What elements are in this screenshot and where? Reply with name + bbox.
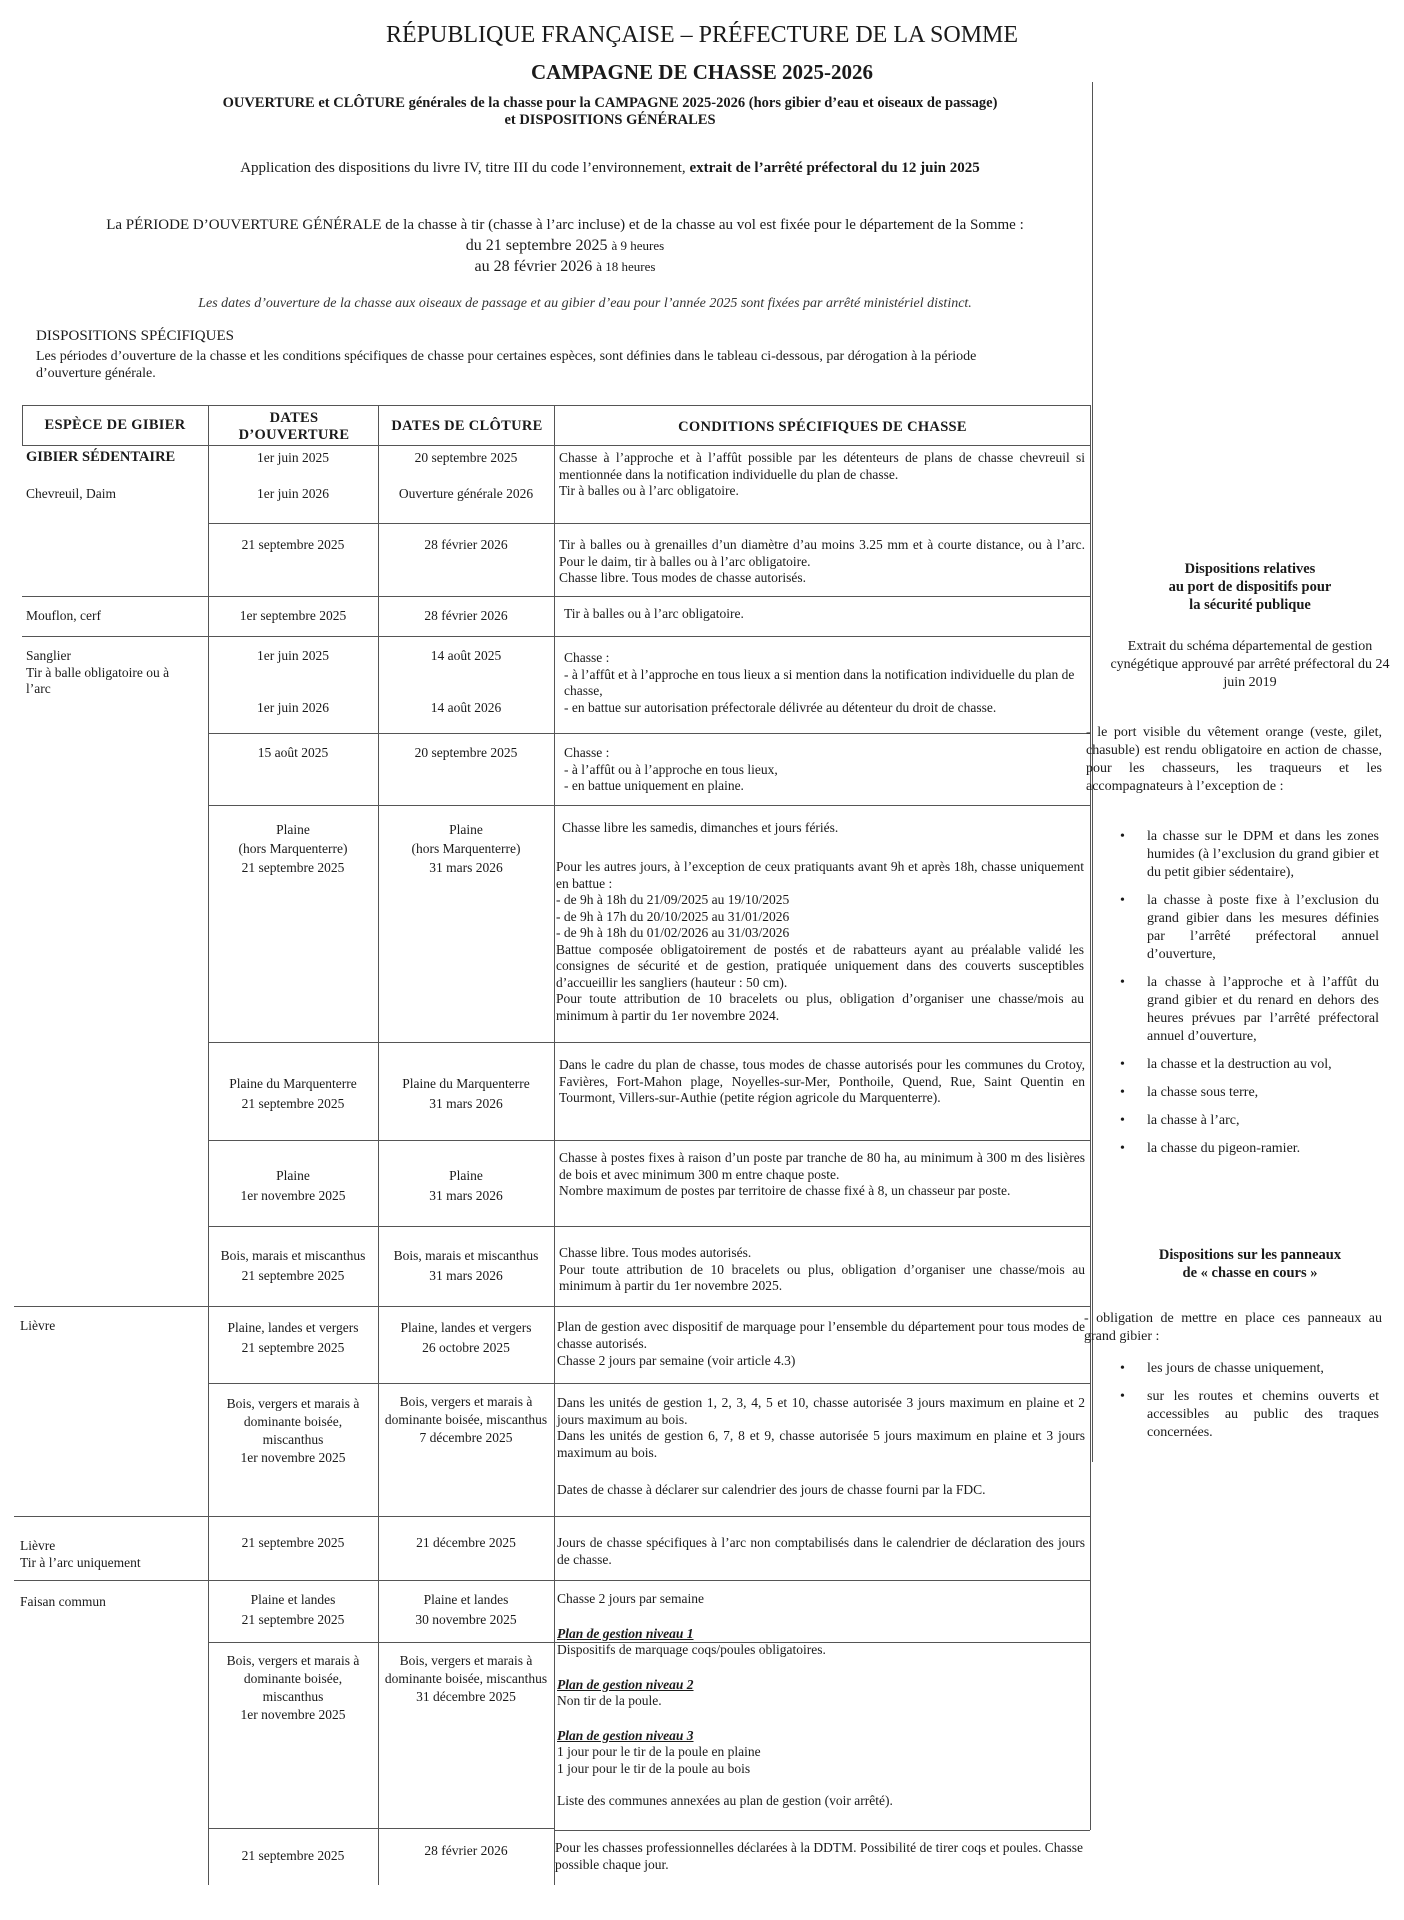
r12-conditions: Jours de chasse spécifiques à l’arc non comptabilisés dans le calendrier de déclaration des jours de chasse. (557, 1535, 1085, 1567)
r5-open: 15 août 2025 (257, 745, 329, 760)
bullet-icon: • (1120, 829, 1125, 844)
species-gibier-sedentaire: GIBIER SÉDENTAIRE (26, 449, 176, 465)
col-divider-2 (378, 405, 379, 1885)
row-line (14, 1306, 1090, 1307)
header-subtitle-line2: et DISPOSITIONS GÉNÉRALES (504, 112, 716, 128)
r13-conditions-intro: Chasse 2 jours par semaine (557, 1591, 704, 1606)
r13-close: Plaine et landes 30 novembre 2025 (415, 1592, 517, 1627)
r5-close: 20 septembre 2025 (414, 745, 518, 760)
sidebar-panels-item: • les jours de chasse uniquement, (1120, 1361, 1324, 1376)
r7-close: Plaine du Marquenterre 31 mars 2026 (402, 1076, 530, 1111)
r3-conditions: Tir à balles ou à l’arc obligatoire. (564, 606, 744, 621)
pg3-text: 1 jour pour le tir de la poule en plaine 1 jour pour le tir de la poule au bois (557, 1744, 761, 1776)
row-line (208, 523, 1090, 524)
sidebar-security-item: • la chasse et la destruction au vol, (1120, 1057, 1332, 1072)
period-from-date: du 21 septembre 2025 (465, 237, 608, 254)
application-line (100, 160, 1120, 177)
sidebar-security-extract: Extrait du schéma départemental de gestion cynégétique approuvé par arrêté préfectoral du 24 juin 2019 (1110, 639, 1390, 690)
period-dates (0, 235, 1130, 277)
sidebar-panels-intro: - obligation de mettre en place ces panneaux au grand gibier : (1084, 1311, 1382, 1344)
pg2-title: Plan de gestion niveau 2 (557, 1676, 694, 1692)
row-line (208, 1383, 1090, 1384)
r11-open: Bois, vergers et marais à dominante boisée, miscanthus 1er novembre 2025 (226, 1396, 360, 1465)
r14-close: Bois, vergers et marais à dominante boisée, miscanthus 31 décembre 2025 (384, 1653, 548, 1704)
r10-close: Plaine, landes et vergers 26 octobre 2025 (400, 1320, 532, 1355)
r4-open-a: 1er juin 2025 (257, 648, 329, 663)
row-line (208, 1226, 1090, 1227)
species-mouflon: Mouflon, cerf (26, 608, 101, 623)
sidebar-security-title: Dispositions relatives au port de dispositifs pour la sécurité publique (1168, 561, 1332, 613)
species-chevreuil: Chevreuil, Daim (26, 486, 116, 501)
period-intro: La PÉRIODE D’OUVERTURE GÉNÉRALE de la chasse à tir (chasse à l’arc incluse) et de la chasse au vol est fixée pour le département de la Somme : (106, 217, 1024, 233)
r9-open: Bois, marais et miscanthus 21 septembre 2025 (220, 1248, 366, 1283)
row-line (208, 1140, 1090, 1141)
r4-close-b: 14 août 2026 (430, 700, 502, 715)
r6-conditions-a: Chasse libre les samedis, dimanches et jours fériés. (562, 820, 839, 835)
species-sanglier: Sanglier Tir à balle obligatoire ou à l’arc (26, 648, 170, 696)
bullet-icon: • (1120, 1085, 1125, 1100)
specific-text: Les périodes d’ouverture de la chasse et les conditions spécifiques de chasse pour certaines espèces, sont définies dans le tableau ci-dessous, par dérogation à la période d’ouverture générale. (36, 349, 977, 381)
row-line (14, 1516, 1090, 1517)
col-divider-3 (554, 405, 555, 1885)
sidebar-panels-item: • sur les routes et chemins ouverts et accessibles au public des traques concernées. (1120, 1389, 1379, 1440)
sidebar-security-item: • la chasse sous terre, (1120, 1085, 1259, 1100)
period-to-date: au 28 février 2026 (474, 258, 593, 275)
row-line (208, 1042, 1090, 1043)
r12-close: 21 décembre 2025 (416, 1535, 516, 1550)
r11-close: Bois, vergers et marais à dominante boisée, miscanthus 7 décembre 2025 (384, 1394, 548, 1445)
table-header-border (22, 445, 1090, 446)
row-line (208, 1828, 554, 1829)
r8-close: Plaine 31 mars 2026 (429, 1168, 503, 1203)
row-line (22, 636, 1090, 637)
r10-open: Plaine, landes et vergers 21 septembre 2025 (227, 1320, 359, 1355)
r8-open: Plaine 1er novembre 2025 (240, 1168, 346, 1203)
r15-close: 28 février 2026 (424, 1843, 508, 1858)
r6-open: Plaine (hors Marquenterre) 21 septembre 2025 (238, 822, 348, 875)
species-faisan: Faisan commun (20, 1594, 106, 1609)
header-subtitle-line1: OUVERTURE et CLÔTURE générales de la chasse pour la CAMPAGNE 2025-2026 (hors gibier d’eau et oiseaux de passage) (222, 95, 998, 111)
bullet-icon: • (1120, 1113, 1125, 1128)
period-to-time: à 18 heures (596, 259, 656, 274)
bullet-icon: • (1120, 1361, 1125, 1376)
header-republic: RÉPUBLIQUE FRANÇAISE – PRÉFECTURE DE LA SOMME (385, 22, 1019, 48)
bullet-icon: • (1120, 893, 1125, 908)
pg3-title: Plan de gestion niveau 3 (557, 1727, 694, 1743)
row-line (208, 805, 1090, 806)
r11-conditions-a: Dans les unités de gestion 1, 2, 3, 4, 5 et 10, chasse autorisée 3 jours maximum en plaine et 2 jours maximum au bois. Dans les unités de gestion 6, 7, 8 et 9, chasse autorisée 5 jours maximum en plaine et 3 jours maximum au bois. (557, 1395, 1085, 1460)
r13-open: Plaine et landes 21 septembre 2025 (241, 1592, 345, 1627)
sidebar-security-item: • la chasse à poste fixe à l’exclusion du grand gibier dans les mesures définies par l’arrêté préfectoral annuel d’ouverture, (1120, 893, 1379, 962)
bullet-icon: • (1120, 1141, 1125, 1156)
sidebar-security-item: • la chasse à l’approche et à l’affût du grand gibier et du renard en dehors des heures prévues par l’arrêté préfectoral annuel d’ouverture, (1120, 975, 1379, 1044)
period-from-time: à 9 heures (611, 238, 665, 253)
r13-conditions (557, 1591, 1085, 1810)
r2-open: 21 septembre 2025 (241, 537, 345, 552)
sidebar-security-intro: - le port visible du vêtement orange (veste, gilet, chasuble) est rendu obligatoire en action de chasse, pour les chasseurs, les traqueurs et les accompagnateurs à l’exception de : (1086, 725, 1382, 794)
table-right-border (1090, 405, 1091, 1830)
r10-conditions: Plan de gestion avec dispositif de marquage pour l’ensemble du département pour tous modes de chasse autorisés. Chasse 2 jours par semaine (voir article 4.3) (557, 1319, 1085, 1368)
sidebar-panels-list (1120, 1360, 1379, 1452)
r12-open: 21 septembre 2025 (241, 1535, 345, 1550)
bullet-icon: • (1120, 1389, 1125, 1404)
pg1-text: Dispositifs de marquage coqs/poules obligatoires. (557, 1642, 826, 1657)
r8-conditions: Chasse à postes fixes à raison d’un poste par tranche de 80 ha, au minimum à 300 m des lisières de bois et avec minimum 300 m entre chaque poste. Nombre maximum de postes par territoire de chasse fixé à 8, un chasseur par poste. (559, 1150, 1085, 1198)
period-note: Les dates d’ouverture de la chasse aux oiseaux de passage et au gibier d’eau pour l’année 2025 sont fixées par arrêté ministériel distinct. (198, 296, 972, 311)
sidebar-security-item: • la chasse à l’arc, (1120, 1113, 1240, 1128)
r7-open: Plaine du Marquenterre 21 septembre 2025 (229, 1076, 357, 1111)
r3-close: 28 février 2026 (424, 608, 508, 623)
r2-close: 28 février 2026 (424, 537, 508, 552)
application-prefix: Application des dispositions du livre IV, titre III du code l’environnement, (240, 160, 690, 176)
header-campaign: CAMPAGNE DE CHASSE 2025-2026 (530, 60, 874, 84)
r9-close: Bois, marais et miscanthus 31 mars 2026 (393, 1248, 539, 1283)
sidebar-security-list (1120, 828, 1379, 1168)
r1-open-b: 1er juin 2026 (257, 486, 329, 501)
r9-conditions: Chasse libre. Tous modes autorisés. Pour toute attribution de 10 bracelets ou plus, obligation d’organiser une chasse/mois au minimum à partir du 1er novembre 2025. (559, 1245, 1085, 1293)
bullet-icon: • (1120, 1057, 1125, 1072)
pg1-title: Plan de gestion niveau 1 (557, 1625, 694, 1641)
r2-conditions: Tir à balles ou à grenailles d’un diamètre d’au moins 3.25 mm et à courte distance, ou à l’arc. Pour le daim, tir à balles ou à l’arc obligatoire. Chasse libre. Tous modes de chasse autorisés. (559, 537, 1085, 585)
r6-close: Plaine (hors Marquenterre) 31 mars 2026 (411, 822, 521, 875)
header-ouverture: DATES D’OUVERTURE (238, 410, 350, 443)
r1-open-a: 1er juin 2025 (257, 450, 329, 465)
header-conditions: CONDITIONS SPÉCIFIQUES DE CHASSE (678, 419, 967, 435)
species-lievre-arc: Lièvre Tir à l’arc uniquement (20, 1538, 141, 1570)
specific-title: DISPOSITIONS SPÉCIFIQUES (36, 328, 234, 344)
r6-conditions-b: Pour les autres jours, à l’exception de ceux pratiquants avant 9h et après 18h, chasse uniquement en battue : - de 9h à 18h du 21/09/2025 au 19/10/2025 - de 9h à 17h du 20/10/2025 au 31/01/2026 - de 9h à 18h du 01/02/2026 au 31/03/2026 Battue composée obligatoirement de postés et de rabatteurs ayant au préalable validé les consignes de sécurité et de gestion, pratiquée uniquement dans des couverts susceptibles d’accueillir les sangliers (hauteur : 50 cm). Pour toute attribution de 10 bracelets ou plus, obligation d’organiser une chasse/mois au minimum à partir du 1er novembre 2024. (556, 859, 1084, 1023)
row-line (14, 1580, 1090, 1581)
table-top-border (22, 405, 1090, 406)
r4-conditions: Chasse : - à l’affût et à l’approche en tous lieux a si mention dans la notification individuelle du plan de chasse, - en battue sur autorisation préfectorale délivrée au détenteur du droit de chasse. (564, 650, 1075, 715)
sidebar-security-item: • la chasse sur le DPM et dans les zones humides (à l’exclusion du grand gibier et du petit gibier sédentaire), (1120, 829, 1379, 880)
application-bold: extrait de l’arrêté préfectoral du 12 juin 2025 (689, 160, 980, 176)
r4-open-b: 1er juin 2026 (257, 700, 329, 715)
r1-close-a: 20 septembre 2025 (414, 450, 518, 465)
row-line (22, 596, 1090, 597)
r15-open: 21 septembre 2025 (241, 1848, 345, 1863)
row-line (554, 1830, 1090, 1831)
header-cloture: DATES DE CLÔTURE (391, 418, 543, 434)
r15-conditions: Pour les chasses professionnelles déclarées à la DDTM. Possibilité de tirer coqs et poules. Chasse possible chaque jour. (555, 1840, 1083, 1872)
sidebar-security-item: • la chasse du pigeon-ramier. (1120, 1141, 1301, 1156)
sidebar-panels-title: Dispositions sur les panneaux de « chasse en cours » (1158, 1247, 1342, 1281)
pg-list: Liste des communes annexées au plan de gestion (voir arrêté). (557, 1793, 893, 1808)
r4-close-a: 14 août 2025 (430, 648, 502, 663)
pg2-text: Non tir de la poule. (557, 1693, 662, 1708)
header-subtitle (110, 95, 1110, 129)
col-divider-1 (208, 405, 209, 1885)
species-lievre: Lièvre (20, 1318, 56, 1333)
r5-conditions: Chasse : - à l’affût ou à l’approche en tous lieux, - en battue uniquement en plaine. (564, 745, 778, 793)
r1-conditions: Chasse à l’approche et à l’affût possible par les détenteurs de plans de chasse chevreuil si mentionnée dans la notification individuelle du plan de chasse. Tir à balles ou à l’arc obligatoire. (559, 450, 1085, 498)
header-espece: ESPÈCE DE GIBIER (44, 417, 186, 433)
bullet-icon: • (1120, 975, 1125, 990)
row-line (208, 733, 1090, 734)
r1-close-b: Ouverture générale 2026 (398, 486, 534, 501)
r3-open: 1er septembre 2025 (239, 608, 347, 623)
r14-open: Bois, vergers et marais à dominante boisée, miscanthus 1er novembre 2025 (226, 1653, 360, 1722)
r11-conditions-b: Dates de chasse à déclarer sur calendrier des jours de chasse fourni par la FDC. (557, 1482, 986, 1497)
r7-conditions: Dans le cadre du plan de chasse, tous modes de chasse autorisés pour les communes du Crotoy, Favières, Fort-Mahon plage, Noyelles-sur-Mer, Ponthoile, Quend, Rue, Saint Quentin en Tourmont, Villers-sur-Authie (petite région agricole du Marquenterre). (559, 1057, 1085, 1105)
